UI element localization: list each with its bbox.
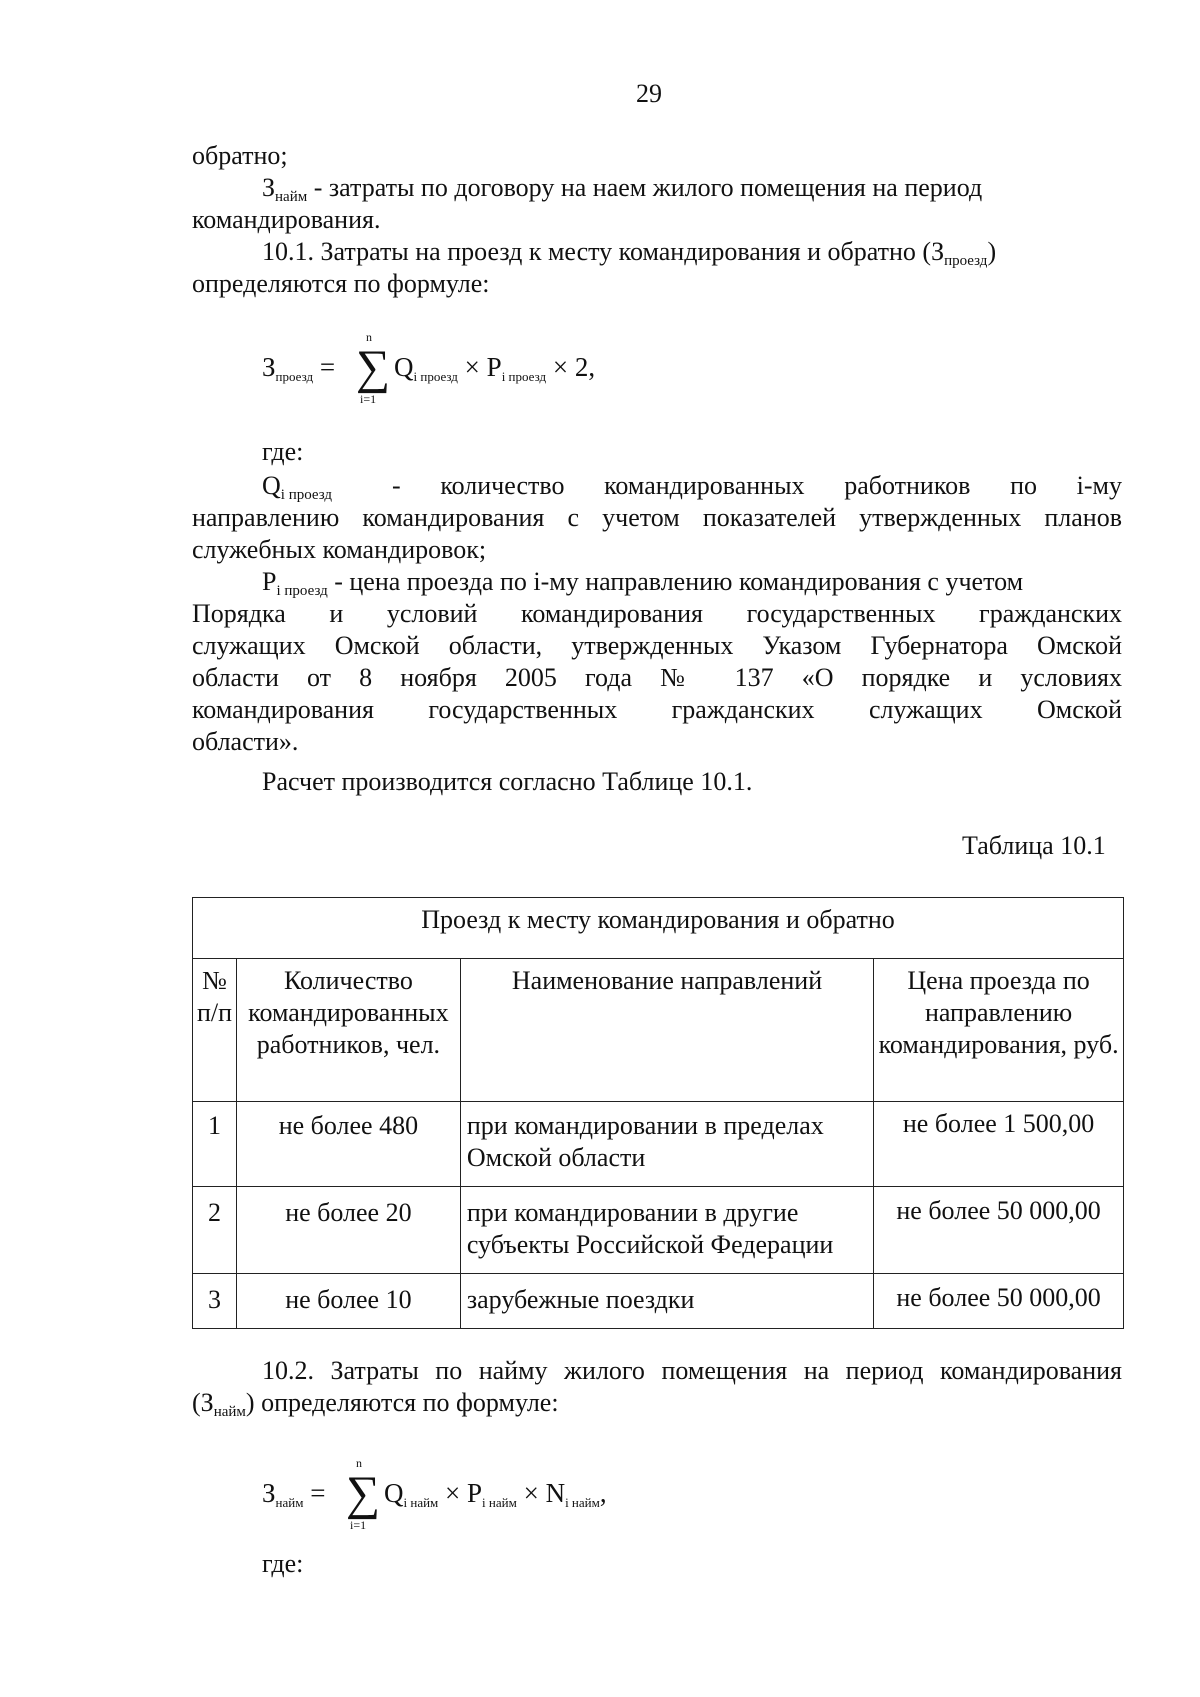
table-title: Проезд к месту командирования и обратно: [193, 898, 1124, 959]
text-line: области от 8 ноября 2005 года № 137 «О порядке и условиях: [192, 663, 1122, 692]
table-row: [193, 1187, 1124, 1274]
text-line: - цена проезда по i-му направлению командирования с учетом: [327, 567, 1024, 596]
where-label: где:: [262, 437, 304, 466]
table-row: [193, 1102, 1124, 1187]
sum-lower-limit: i=1: [360, 392, 377, 406]
header-cell: Наименование направлений: [460, 959, 873, 1102]
sum-lower-limit: i=1: [350, 1518, 367, 1532]
table-10-1: [192, 897, 1124, 1329]
page-number: 29: [636, 79, 662, 108]
symbol-p: P: [262, 567, 277, 596]
table-header-row: [193, 959, 1124, 1102]
symbol-subscript: i проезд: [276, 583, 328, 599]
table-cell: 1: [193, 1102, 237, 1187]
calc-note: Расчет производится согласно Таблице 10.1.: [262, 767, 753, 796]
table-cell: зарубежные поездки: [460, 1274, 873, 1329]
section-102-line2: [192, 1387, 559, 1423]
symbol-subscript: i проезд: [280, 487, 333, 503]
section-101-heading: [262, 236, 996, 272]
text-line: служащих Омской области, утвержденных Указом Губернатора Омской: [192, 631, 1122, 660]
text-line: командирования.: [192, 205, 381, 234]
symbol-subscript: найм: [275, 189, 308, 205]
text-line: - количество командированных работников по i-му: [392, 471, 1122, 500]
text-line: Порядка и условий командирования государственных гражданских: [192, 599, 1122, 628]
table-cell: не более 20: [236, 1187, 460, 1274]
text-line: ): [987, 237, 997, 266]
text-line: служебных командировок;: [192, 535, 487, 564]
formula-lhs: Зпроезд =: [262, 352, 336, 384]
text-line: командирования государственных гражданских служащих Омской: [192, 695, 1122, 724]
formula-proezd: [262, 330, 822, 410]
table-cell: 2: [193, 1187, 237, 1274]
definition-znaim: [262, 172, 982, 208]
formula-terms: Qi найм × Pi найм × Ni найм,: [384, 1478, 607, 1510]
text-line: 10.2. Затраты по найму жилого помещения на период командирования: [262, 1356, 1122, 1385]
table-cell: не более 50 000,00: [874, 1274, 1124, 1329]
header-cell: Количество командированных работников, чел.: [236, 959, 460, 1102]
table-cell: 3: [193, 1274, 237, 1329]
table-cell: при командировании в другие субъекты Российской Федерации: [460, 1187, 873, 1274]
symbol-z: З: [262, 173, 276, 202]
table-cell: не более 1 500,00: [874, 1102, 1124, 1187]
table-row: [193, 1274, 1124, 1329]
text-line: области».: [192, 727, 299, 756]
text-line: определяются по формуле:: [192, 269, 490, 298]
table-cell: не более 10: [236, 1274, 460, 1329]
symbol-subscript: проезд: [944, 253, 988, 269]
text-line: ) определяются по формуле:: [245, 1388, 559, 1417]
formula-naim: [262, 1456, 822, 1536]
table-title-row: [193, 898, 1124, 959]
text-line: (З: [192, 1388, 214, 1417]
table-caption: Таблица 10.1: [962, 831, 1106, 860]
text-line: 10.1. Затраты на проезд к месту командирования и обратно (З: [262, 237, 945, 266]
sum-upper-limit: n: [356, 1456, 362, 1470]
table-cell: не более 480: [236, 1102, 460, 1187]
sum-upper-limit: n: [366, 330, 372, 344]
text-line: - затраты по договору на наем жилого помещения на период: [307, 173, 983, 202]
where-label: где:: [262, 1549, 304, 1578]
table-cell: при командировании в пределах Омской области: [460, 1102, 873, 1187]
header-cell: Цена проезда по направлению командирования, руб.: [874, 959, 1124, 1102]
formula-lhs: Знайм =: [262, 1478, 326, 1510]
table-cell: не более 50 000,00: [874, 1187, 1124, 1274]
sum-sign-icon: ∑: [346, 1467, 381, 1520]
text-line: обратно;: [192, 141, 288, 170]
symbol-q: Q: [262, 471, 281, 500]
definition-p-line1: [262, 566, 1122, 602]
text-line: направлению командирования с учетом показателей утвержденных планов: [192, 503, 1122, 532]
symbol-subscript: найм: [213, 1404, 246, 1420]
header-cell: № п/п: [193, 959, 237, 1102]
sum-sign-icon: ∑: [356, 341, 391, 394]
formula-terms: Qi проезд × Pi проезд × 2,: [394, 352, 596, 384]
